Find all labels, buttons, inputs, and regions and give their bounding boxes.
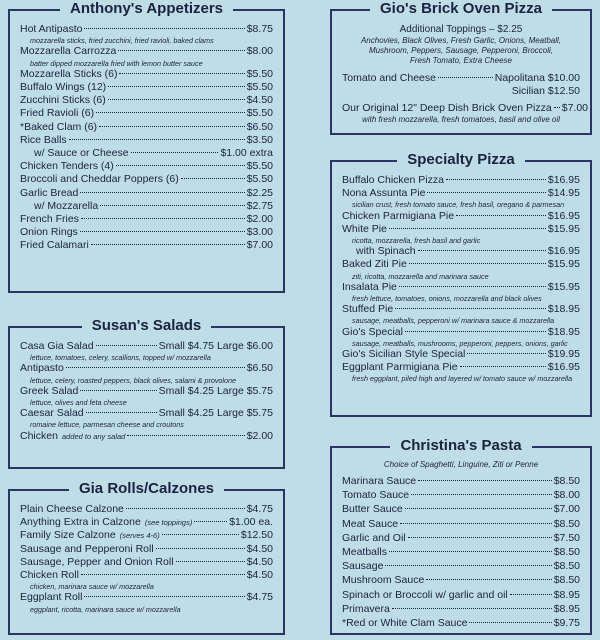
item-description: lettuce, celery, roasted peppers, black olives, salami & provolone [30, 375, 237, 385]
item-name: Eggplant Roll [20, 591, 83, 604]
leader-dots [418, 250, 546, 251]
menu-item [20, 591, 273, 604]
item-name: Meatballs [342, 546, 387, 559]
salads-title: Susan's Salads [82, 317, 211, 334]
leader-dots [162, 534, 239, 535]
item-price: $7.00 [561, 102, 589, 115]
item-price: $3.00 [246, 226, 273, 239]
leader-dots [418, 480, 552, 481]
item-name: Caesar Salad [20, 407, 84, 420]
menu-item [342, 573, 580, 587]
item-name: Chicken Parmigiana Pie [342, 209, 455, 222]
item-description: sausage, meatballs, mushrooms, pepperoni, peppers, onions, garlic [352, 338, 568, 348]
item-name: *Red or White Clam Sauce [342, 617, 468, 630]
item-price: $8.50 [553, 475, 580, 487]
item-name: w/ Mozzarella [34, 199, 99, 212]
item-name: Chicken Tenders (4) [20, 160, 114, 173]
item-name: Sausage [342, 560, 384, 573]
item-description: lettuce, tomatoes, celery, scallions, topped w/ mozzarella [30, 353, 211, 363]
menu-item [20, 187, 273, 200]
leader-dots [91, 244, 245, 245]
item-name: Tomato and Cheese [342, 72, 436, 84]
item-note: (see toppings) [144, 518, 193, 528]
item-description: mozzarella sticks, fried zucchini, fried ravioli, baked clams [30, 36, 214, 46]
item-price: $1.00 extra [220, 147, 273, 160]
leader-dots [84, 596, 244, 597]
item-price: $8.00 [553, 489, 580, 502]
item-name: Baked Ziti Pie [342, 258, 407, 271]
leader-dots [131, 152, 219, 153]
item-price: $1.00 ea. [229, 516, 273, 529]
item-name: Mozzarella Sticks (6) [20, 67, 118, 80]
menu-item [20, 569, 273, 582]
leader-dots [400, 523, 552, 524]
appetizers-list [20, 23, 273, 253]
item-price: $4.75 [246, 503, 273, 515]
menu-item [342, 174, 580, 187]
menu-item [342, 361, 580, 374]
menu-item [342, 281, 580, 294]
leader-dots [392, 608, 552, 609]
item-name: Zucchini Sticks (6) [20, 94, 106, 107]
item-price: $15.95 [547, 280, 580, 293]
pasta-section [330, 437, 592, 635]
leader-dots [389, 551, 552, 552]
item-description: lettuce, olives and feta cheese [30, 398, 127, 408]
menu-item [342, 488, 580, 502]
leader-dots [126, 508, 245, 509]
leader-dots [127, 435, 244, 436]
specialty-title: Specialty Pizza [397, 151, 525, 168]
brick-oven-section [330, 0, 592, 135]
leader-dots [181, 178, 245, 179]
menu-item [342, 210, 580, 223]
item-name: Mozzarella Carrozza [20, 45, 117, 58]
item-description: with fresh mozzarella, fresh tomatoes, basil and olive oil [362, 115, 560, 125]
specialty-list [342, 174, 580, 384]
leader-dots [69, 139, 245, 140]
menu-item [342, 72, 580, 85]
item-price: $4.50 [246, 542, 273, 555]
leader-dots [84, 28, 244, 29]
leader-dots [405, 331, 546, 332]
pasta-title: Christina's Pasta [390, 437, 531, 454]
item-price: $7.00 [553, 503, 580, 516]
item-name: Spinach or Broccoli w/ garlic and oil [342, 588, 508, 601]
item-name: Chicken [20, 429, 58, 442]
menu-item [342, 348, 580, 361]
menu-item [20, 543, 273, 556]
menu-item [342, 559, 580, 573]
item-price: Small $4.75 Large $6.00 [158, 340, 273, 352]
item-price: $8.95 [553, 602, 580, 615]
item-price: $15.95 [547, 222, 580, 235]
item-name: Rice Balls [20, 133, 67, 146]
leader-dots [385, 565, 551, 566]
leader-dots [399, 286, 546, 287]
item-price: Small $4.25 Large $5.75 [158, 384, 273, 397]
item-note: (serves 4-6) [119, 531, 160, 541]
leader-dots [80, 390, 156, 391]
item-name: Onion Rings [20, 226, 78, 239]
leader-dots [456, 215, 546, 216]
item-name: Casa Gia Salad [20, 340, 94, 352]
item-name: Garlic Bread [20, 186, 79, 199]
item-description: sausage, meatballs, pepperoni w/ marinara sauce & mozzarella [352, 316, 555, 326]
toppings-line: Fresh Tomato, Extra Cheese [410, 56, 512, 65]
rolls-title: Gia Rolls/Calzones [69, 480, 224, 497]
item-name: Garlic and Oil [342, 531, 406, 544]
menu-item [20, 45, 273, 58]
item-price: $3.50 [246, 133, 273, 146]
item-name: Buffalo Chicken Pizza [342, 174, 444, 186]
item-name: *Baked Clam (6) [20, 120, 98, 133]
item-description: ziti, ricotta, mozzarella and marinara sauce [352, 271, 489, 281]
item-name: Plain Cheese Calzone [20, 503, 124, 515]
item-price: Sicilian $12.50 [511, 85, 580, 98]
leader-dots [99, 126, 245, 127]
leader-dots [100, 205, 245, 206]
leader-dots [469, 622, 551, 623]
menu-item [20, 173, 273, 186]
item-price: $16.95 [547, 361, 580, 374]
item-price: $9.75 [553, 617, 580, 630]
item-price: $16.95 [547, 209, 580, 222]
item-price: $14.95 [547, 187, 580, 200]
leader-dots [395, 308, 546, 309]
menu-item [342, 545, 580, 559]
item-price: $18.95 [547, 303, 580, 316]
menu-item [20, 107, 273, 120]
menu-item [342, 258, 580, 271]
item-name: Sausage, Pepper and Onion Roll [20, 555, 174, 568]
menu-item [342, 602, 580, 616]
item-name: Fried Calamari [20, 239, 89, 252]
leader-dots [96, 112, 245, 113]
menu-item [342, 223, 580, 236]
item-price: $16.95 [547, 245, 580, 258]
item-price: $16.95 [547, 174, 580, 186]
menu-item [342, 474, 580, 488]
menu-item [20, 430, 273, 443]
item-price: $19.95 [547, 348, 580, 361]
item-description: eggplant, ricotta, marinara sauce w/ mozzarella [30, 604, 181, 614]
rolls-list [20, 503, 273, 614]
leader-dots [408, 537, 552, 538]
item-price: $8.50 [553, 560, 580, 573]
item-price: $5.50 [246, 107, 273, 120]
menu-item [20, 200, 273, 213]
leader-dots [118, 50, 244, 51]
menu-item [342, 102, 589, 115]
item-note: added to any salad [61, 431, 126, 441]
item-price: $4.50 [246, 555, 273, 568]
item-price: $5.50 [246, 160, 273, 173]
item-price: $15.95 [547, 258, 580, 271]
leader-dots [389, 228, 546, 229]
leader-dots [194, 521, 227, 522]
toppings-line: Anchovies, Black Olives, Fresh Garlic, Onions, Meatball, [360, 36, 562, 45]
item-description: fresh lettuce, tomatoes, onions, mozzarella and black olives [352, 294, 542, 304]
toppings-title: Additional Toppings – $2.25 [399, 24, 523, 35]
item-price: $5.50 [246, 173, 273, 186]
leader-dots [96, 345, 157, 346]
menu-item [20, 556, 273, 569]
item-name: Nona Assunta Pie [342, 187, 426, 200]
leader-dots [426, 579, 551, 580]
leader-dots [460, 366, 546, 367]
item-name: Hot Antipasto [20, 23, 83, 35]
item-price: $5.50 [246, 81, 273, 94]
item-price: $7.00 [246, 239, 273, 252]
appetizers-title: Anthony's Appetizers [60, 0, 233, 17]
menu-item [342, 245, 580, 258]
item-name: Gio's Sicilian Style Special [342, 348, 466, 361]
item-name: Meat Sauce [342, 517, 399, 530]
item-price: $18.95 [547, 325, 580, 338]
menu-item [342, 303, 580, 316]
item-price: $7.50 [553, 531, 580, 544]
item-name: Insalata Pie [342, 280, 397, 293]
item-name: Antipasto [20, 362, 64, 375]
item-price: $4.75 [246, 591, 273, 604]
menu-item [342, 326, 580, 339]
item-price: $12.50 [240, 529, 273, 542]
item-name: Stuffed Pie [342, 303, 394, 316]
item-description: sicilian crust, fresh tomato sauce, fresh basil, oregano & parmesan [352, 200, 565, 210]
menu-item [20, 362, 273, 375]
item-name: Primavera [342, 602, 390, 615]
leader-dots [409, 263, 546, 264]
item-name: Chicken Roll [20, 569, 79, 582]
item-price: $2.00 [246, 429, 273, 442]
item-price: Small $4.25 Large $5.75 [158, 407, 273, 420]
item-price: $4.50 [246, 94, 273, 107]
menu-item [20, 160, 273, 173]
leader-dots [405, 508, 552, 509]
menu-item [342, 616, 580, 630]
item-name: French Fries [20, 213, 79, 226]
menu-item [342, 531, 580, 545]
item-price: $8.50 [553, 574, 580, 587]
menu-item [342, 187, 580, 200]
leader-dots [119, 73, 244, 74]
item-price: $2.75 [246, 199, 273, 212]
item-name: Our Original 12" Deep Dish Brick Oven Pizza [342, 102, 552, 115]
item-name: with Spinach [356, 245, 416, 258]
leader-dots [81, 574, 245, 575]
menu-item [20, 385, 273, 398]
item-name: White Pie [342, 222, 387, 235]
menu-item [20, 134, 273, 147]
leader-dots [108, 86, 245, 87]
item-description: chicken, marinara sauce w/ mozzarella [30, 582, 154, 592]
item-description: batter dipped mozzarella fried with lemon butter sauce [30, 58, 203, 68]
item-name: Broccoli and Cheddar Poppers (6) [20, 173, 179, 186]
menu-item [20, 147, 273, 160]
leader-dots [116, 165, 245, 166]
menu-item [342, 517, 580, 531]
menu-item [342, 502, 580, 516]
menu-item [20, 213, 273, 226]
item-name: Buffalo Wings (12) [20, 81, 107, 94]
item-price: $2.25 [246, 186, 273, 199]
menu-item [20, 23, 273, 36]
item-price: $8.95 [553, 588, 580, 601]
item-price: $5.50 [246, 67, 273, 80]
item-price: Napolitana $10.00 [494, 72, 580, 84]
item-price: $4.50 [246, 569, 273, 582]
salads-list [20, 340, 273, 443]
item-description: fresh eggplant, piled high and layered w/ tomato sauce w/ mozzarella [352, 374, 573, 384]
menu-item [20, 407, 273, 420]
item-name: Family Size Calzone [20, 529, 116, 542]
item-price: $2.00 [246, 213, 273, 226]
item-price: $8.00 [246, 45, 273, 58]
menu-item [342, 588, 580, 602]
menu-item [20, 239, 273, 252]
item-description: ricotta, mozzarella, fresh basil and garlic [352, 236, 481, 246]
item-description: romaine lettuce, parmesan cheese and croutons [30, 420, 184, 430]
item-name: Gio's Special [342, 325, 403, 338]
leader-dots [438, 77, 493, 78]
item-name: Butter Sauce [342, 503, 403, 516]
item-name: Anything Extra in Calzone [20, 516, 141, 529]
item-name: Tomato Sauce [342, 489, 410, 502]
leader-dots [427, 192, 545, 193]
item-price: $8.75 [246, 23, 273, 35]
menu-item [20, 340, 273, 353]
leader-dots [554, 107, 560, 108]
item-name: Sausage and Pepperoni Roll [20, 542, 154, 555]
specialty-section [330, 151, 592, 417]
menu-item [20, 94, 273, 107]
pasta-list [342, 474, 580, 630]
menu-item [20, 529, 273, 542]
item-name: w/ Sauce or Cheese [34, 147, 129, 160]
pasta-subtitle: Choice of Spaghetti, Linguine, Ziti or Penne [383, 460, 539, 469]
leader-dots [467, 353, 545, 354]
menu-item [20, 81, 273, 94]
item-name: Greek Salad [20, 384, 79, 397]
toppings-line: Mushroom, Peppers, Sausage, Pepperoni, Broccoli, [368, 46, 554, 55]
menu-item [20, 68, 273, 81]
leader-dots [446, 179, 546, 180]
leader-dots [66, 367, 245, 368]
rolls-section [8, 480, 285, 635]
menu-item [20, 503, 273, 516]
leader-dots [80, 231, 245, 232]
item-name: Mushroom Sauce [342, 574, 425, 587]
leader-dots [81, 218, 245, 219]
menu-item [20, 121, 273, 134]
brick-oven-title: Gio's Brick Oven Pizza [370, 0, 552, 17]
leader-dots [156, 548, 245, 549]
appetizers-section [8, 0, 285, 293]
leader-dots [510, 594, 552, 595]
item-name: Marinara Sauce [342, 475, 417, 487]
item-price: $8.50 [553, 546, 580, 559]
salads-section [8, 317, 285, 469]
leader-dots [86, 412, 157, 413]
item-price: $6.50 [246, 120, 273, 133]
leader-dots [108, 99, 245, 100]
item-price: $6.50 [246, 362, 273, 375]
leader-dots [411, 494, 552, 495]
leader-dots [80, 192, 244, 193]
menu-item [20, 516, 273, 529]
item-price: $8.50 [553, 517, 580, 530]
menu-item [20, 226, 273, 239]
item-name: Eggplant Parmigiana Pie [342, 361, 458, 374]
leader-dots [176, 561, 245, 562]
item-name: Fried Ravioli (6) [20, 107, 95, 120]
